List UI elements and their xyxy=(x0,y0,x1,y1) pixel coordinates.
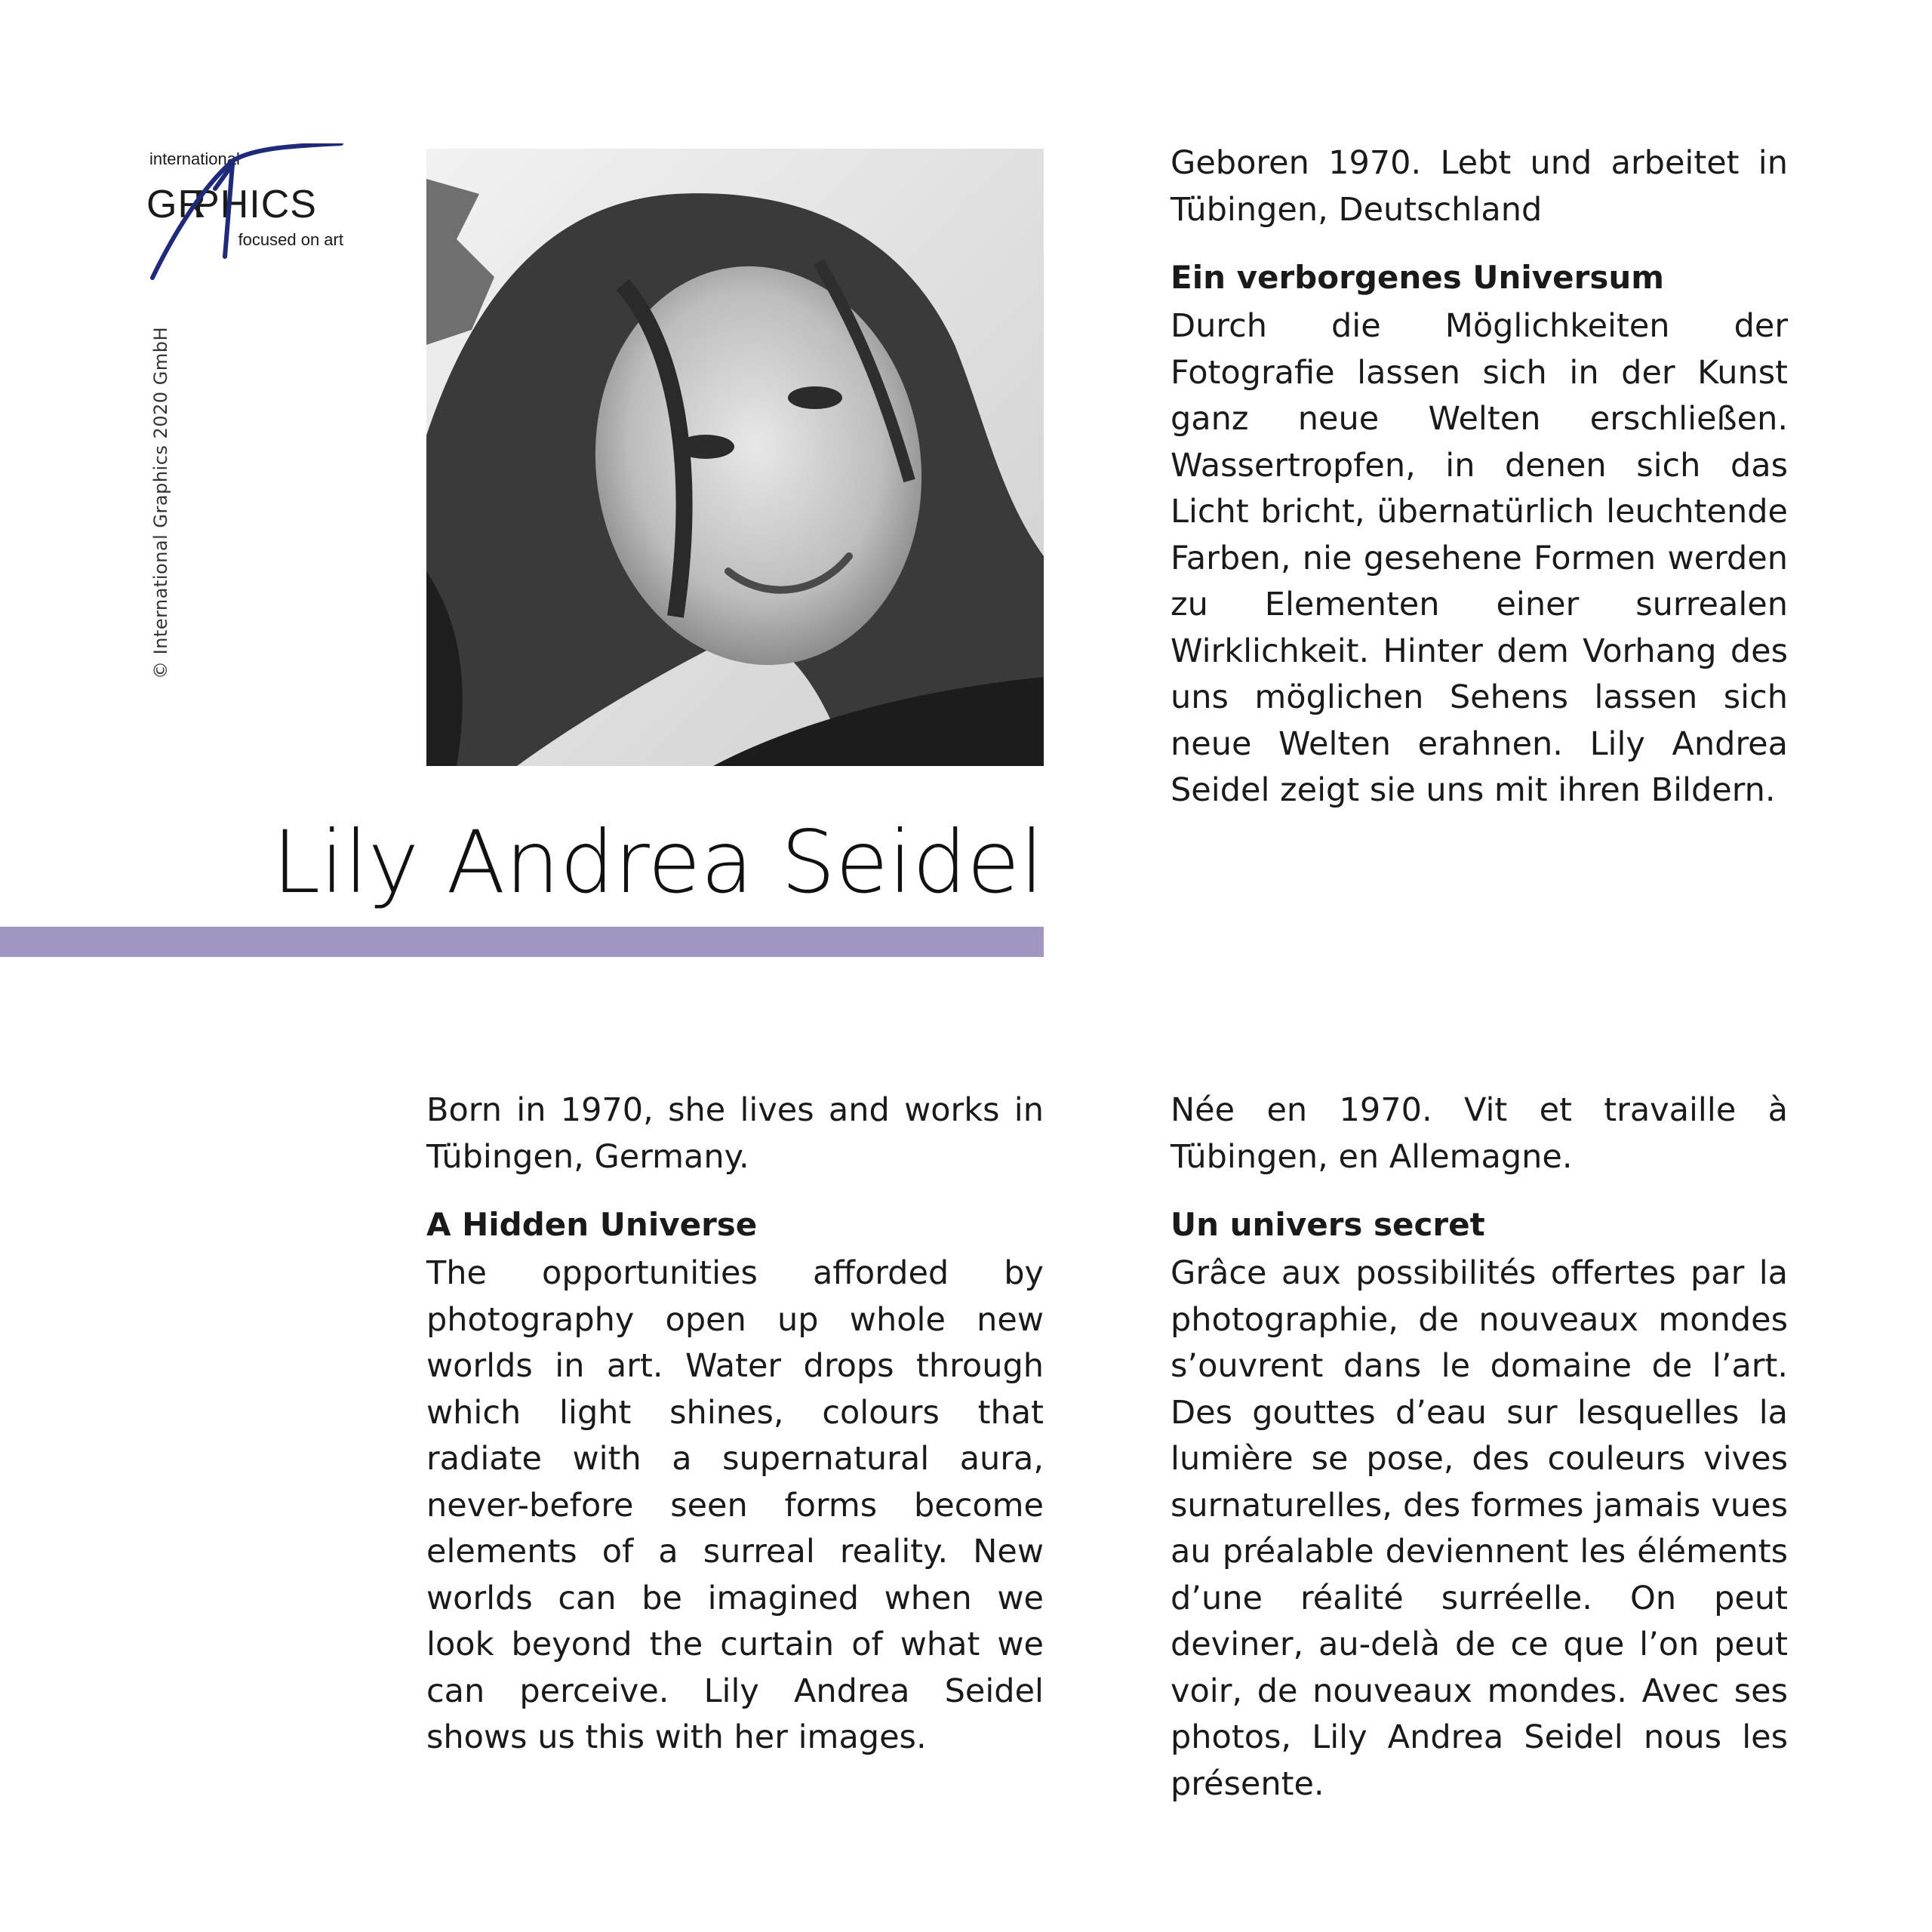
german-lead: Geboren 1970. Lebt und arbeitet in Tübingen, Deutschland xyxy=(1171,144,1788,229)
french-lead: Née en 1970. Vit et travaille à Tübingen, en Allemagne. xyxy=(1171,1091,1788,1176)
french-text-block xyxy=(1171,1088,1788,1807)
svg-text:focused on art: focused on art xyxy=(238,230,343,249)
svg-text:international: international xyxy=(149,149,240,168)
english-lead: Born in 1970, she lives and works in Tübingen, Germany. xyxy=(426,1091,1044,1176)
svg-text:GR: GR xyxy=(146,183,207,226)
english-body: The opportunities afforded by photography open up whole new worlds in art. Water drops through which light shines, colours that radiate with a supernatural aura, never-before seen forms become elements of a surreal reality. New worlds can be imagined when we look beyond the curtain of what we can perceive. Lily Andrea Seidel shows us this with her images. xyxy=(426,1254,1044,1756)
german-body: Durch die Möglichkeiten der Fotografie lassen sich in der Kunst ganz neue Welten erschließen. Wassertropfen, in denen sich das Licht bricht, übernatürlich leuchtende Farben, nie gesehene Formen werden zu Elementen einer surrealen Wirklichkeit. Hinter dem Vorhang des uns möglichen Sehens lassen sich neue Welten erahnen. Lily Andrea Seidel zeigt sie uns mit ihren Bildern. xyxy=(1171,307,1788,809)
international-graphics-logo xyxy=(143,143,347,287)
artist-name-title: Lily Andrea Seidel xyxy=(272,812,1044,912)
french-body: Grâce aux possibilités offertes par la photographie, de nouveaux mondes s’ouvrent dans le domaine de l’art. Des gouttes d’eau sur lesquelles la lumière se pose, des couleurs vives surnaturelles, des formes jamais vues au préalable deviennent les éléments d’une réalité surréelle. On peut deviner, au-delà de ce que l’on peut voir, de nouveaux mondes. Avec ses photos, Lily Andrea Seidel nous les présente. xyxy=(1171,1254,1788,1803)
french-heading: Un univers secret xyxy=(1171,1206,1485,1243)
accent-bar xyxy=(0,927,1044,957)
german-text-block xyxy=(1171,140,1788,814)
english-text-block xyxy=(426,1088,1044,1761)
german-heading: Ein verborgenes Universum xyxy=(1171,259,1665,296)
english-heading: A Hidden Universe xyxy=(426,1206,758,1243)
copyright-notice: © International Graphics 2020 GmbH xyxy=(150,326,171,679)
svg-text:PHICS: PHICS xyxy=(193,183,317,226)
artist-portrait-photo xyxy=(426,149,1044,766)
